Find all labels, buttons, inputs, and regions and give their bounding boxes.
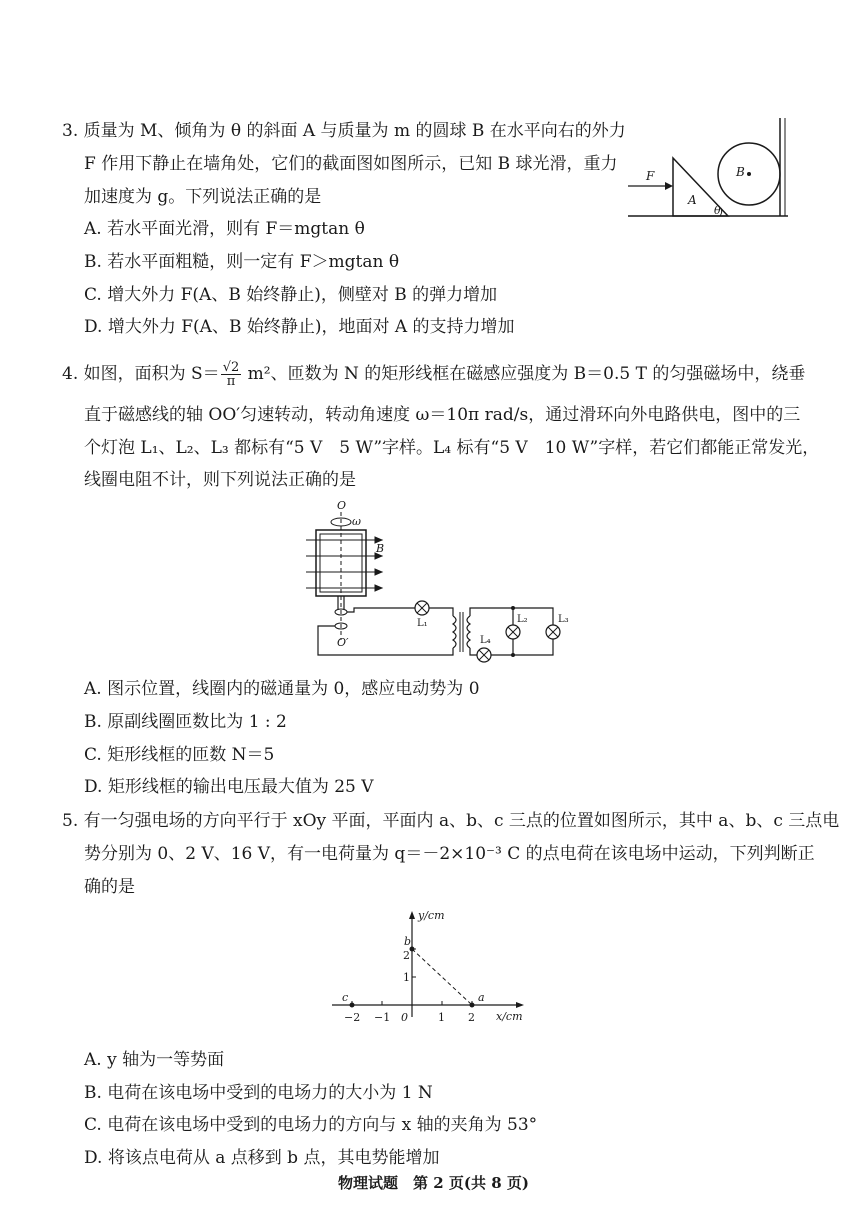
q4-circuit-figure [298,500,578,668]
q4-fig-label-l1: L₁ [417,618,428,629]
q4-option-a: A. 图示位置，线圈内的磁通量为 0，感应电动势为 0 [84,679,480,699]
q3-figure [628,118,798,220]
q5-coordinate-figure [332,905,532,1025]
q3-option-b: B. 若水平面粗糙，则一定有 F＞mgtan θ [84,252,400,272]
q5-x-tick-1: 1 [438,1011,445,1024]
q5-y-axis-label: y/cm [418,909,445,922]
q3-line-3: 加速度为 g。下列说法正确的是 [84,187,322,207]
q3-option-a: A. 若水平面光滑，则有 F＝mgtan θ [84,219,365,239]
q4-fraction-denominator: π [226,374,236,389]
q4-fig-label-b: B [376,542,385,555]
q4-line-1-post: m²、匝数为 N 的矩形线框在磁感应强度为 B＝0.5 T 的匀强磁场中，绕垂 [242,364,806,384]
q5-option-a: A. y 轴为一等势面 [84,1050,225,1070]
q3-fig-label-f: F [646,169,655,183]
page-footer: 物理试题 第 2 页(共 8 页) [338,1174,529,1192]
q5-y-tick-1: 1 [403,971,410,984]
q4-option-b: B. 原副线圈匝数比为 1 : 2 [84,712,287,732]
q5-option-d: D. 将该点电荷从 a 点移到 b 点，其电势能增加 [84,1148,440,1168]
q4-area-fraction [221,361,242,388]
q3-option-d: D. 增大外力 F(A、B 始终静止)，地面对 A 的支持力增加 [84,317,515,337]
q4-fig-label-o: O [337,499,347,512]
q4-fig-label-l3: L₃ [558,614,569,625]
q5-point-b-label: b [404,935,412,948]
q5-x-tick-2: 2 [468,1011,475,1024]
q3-line-2: F 作用下静止在墙角处，它们的截面图如图所示，已知 B 球光滑，重力 [84,154,618,174]
q5-y-tick-2: 2 [403,949,410,962]
q4-option-d: D. 矩形线框的输出电压最大值为 25 V [84,777,374,797]
q3-fig-label-b: B [736,165,745,179]
q4-option-c: C. 矩形线框的匝数 N＝5 [84,745,275,765]
q4-fraction-numerator: √2 [222,360,240,375]
q5-line-1: 5. 有一匀强电场的方向平行于 xOy 平面，平面内 a、b、c 三点的位置如图所示，其中 a、b、c 三点电 [62,811,840,831]
q4-fig-label-omega: ω [352,515,361,528]
q5-x-tick-neg1: −1 [374,1011,391,1024]
q4-fig-label-l2: L₂ [517,614,528,625]
q5-option-c: C. 电荷在该电场中受到的电场力的方向与 x 轴的夹角为 53° [84,1115,538,1135]
q3-option-c: C. 增大外力 F(A、B 始终静止)，侧壁对 B 的弹力增加 [84,285,498,305]
q5-x-axis-label: x/cm [496,1010,523,1023]
q3-line-1: 3. 质量为 M、倾角为 θ 的斜面 A 与质量为 m 的圆球 B 在水平向右的外力 [62,121,626,141]
q5-line-3: 确的是 [84,877,135,897]
q5-x-tick-neg2: −2 [344,1011,361,1024]
q4-line-3: 个灯泡 L₁、L₂、L₃ 都标有“5 V 5 W”字样。L₄ 标有“5 V 10 W”字样，若它们都能正常发光， [84,438,820,458]
q3-fig-label-a: A [688,193,697,207]
q4-line-2: 直于磁感线的轴 OO′匀速转动，转动角速度 ω＝10π rad/s，通过滑环向外电路供电，图中的三 [84,405,801,425]
q3-fig-label-theta: θ [714,204,721,217]
q5-point-a-label: a [478,991,485,1004]
q4-fig-label-o-prime: O′ [337,636,349,649]
q5-x-tick-origin: 0 [401,1011,408,1024]
q4-line-4: 线圈电阻不计，则下列说法正确的是 [84,470,356,490]
q5-option-b: B. 电荷在该电场中受到的电场力的大小为 1 N [84,1083,433,1103]
q4-line-1-pre: 4. 如图，面积为 S＝ [62,364,220,384]
q5-point-c-label: c [342,991,349,1004]
q4-fig-label-l4: L₄ [480,635,491,646]
q4-line-1 [62,361,805,388]
q5-line-2: 势分别为 0、2 V、16 V，有一电荷量为 q＝－2×10⁻³ C 的点电荷在该电场中运动，下列判断正 [84,844,815,864]
